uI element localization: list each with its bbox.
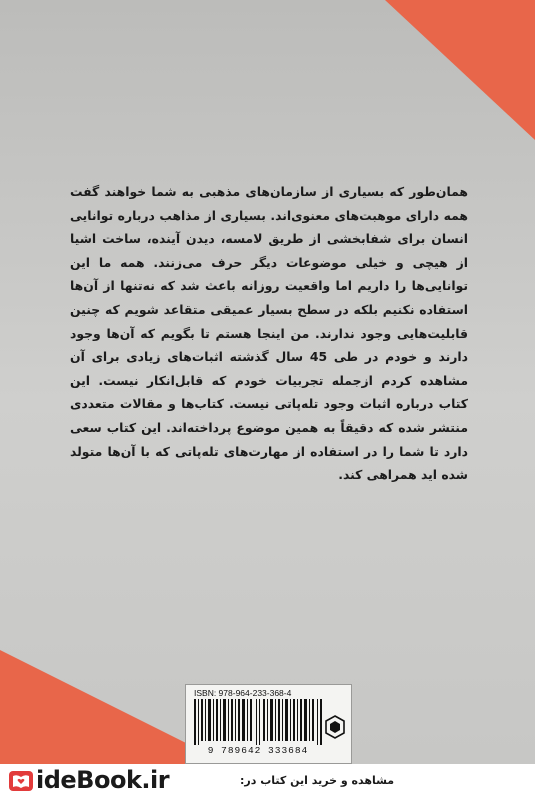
watermark-brand: ideBook.ir <box>36 766 170 794</box>
watermark-strip <box>0 764 535 800</box>
top-right-accent-triangle <box>385 0 535 140</box>
back-cover-blurb: همان‌طور که بسیاری از سازمان‌های مذهبی به شما خواهند گفت همه دارای موهبت‌های معنوی‌اند. بسیاری از مذاهب درباره توانایی انسان برای شفابخشی از طریق لامسه، دیدن آینده، ساخت اشیا از هیچی و خیلی موضوعات دیگر حرف می‌زنند. همه ما این توانایی‌ها را داریم اما واقعیت روزانه باعث شد که نه‌تنها از آن‌ها استفاده نکنیم بلکه در سطح بسیار عمیقی متقاعد شویم که چنین قابلیت‌هایی وجود ندارند. من اینجا هستم تا بگویم که آن‌ها وجود دارند و خودم در طی 45 سال گذشته اثبات‌های زیادی برای آن مشاهده کردم ازجمله تجربیات خودم که قابل‌انکار نیست. این کتاب درباره اثبات وجود تله‌پاتی نیست. کتاب‌ها و مقالات متعددی منتشر شده که دقیقاً به همین موضوع پرداخته‌اند. این کتاب سعی دارد تا شما را در استفاده از مهارت‌های تله‌پاتی که با آن‌ها متولد شده اید همراهی کند. <box>70 184 468 483</box>
barcode-panel <box>185 684 352 764</box>
publisher-emblem-icon <box>325 715 345 739</box>
barcode-digits: 9 789642 333684 <box>207 745 309 756</box>
open-book-heart-icon <box>8 768 34 794</box>
watermark-caption: مشاهده و خرید این کتاب در: <box>240 774 395 787</box>
barcode-bars <box>194 699 322 745</box>
isbn-label: ISBN: 978-964-233-368-4 <box>194 688 292 698</box>
